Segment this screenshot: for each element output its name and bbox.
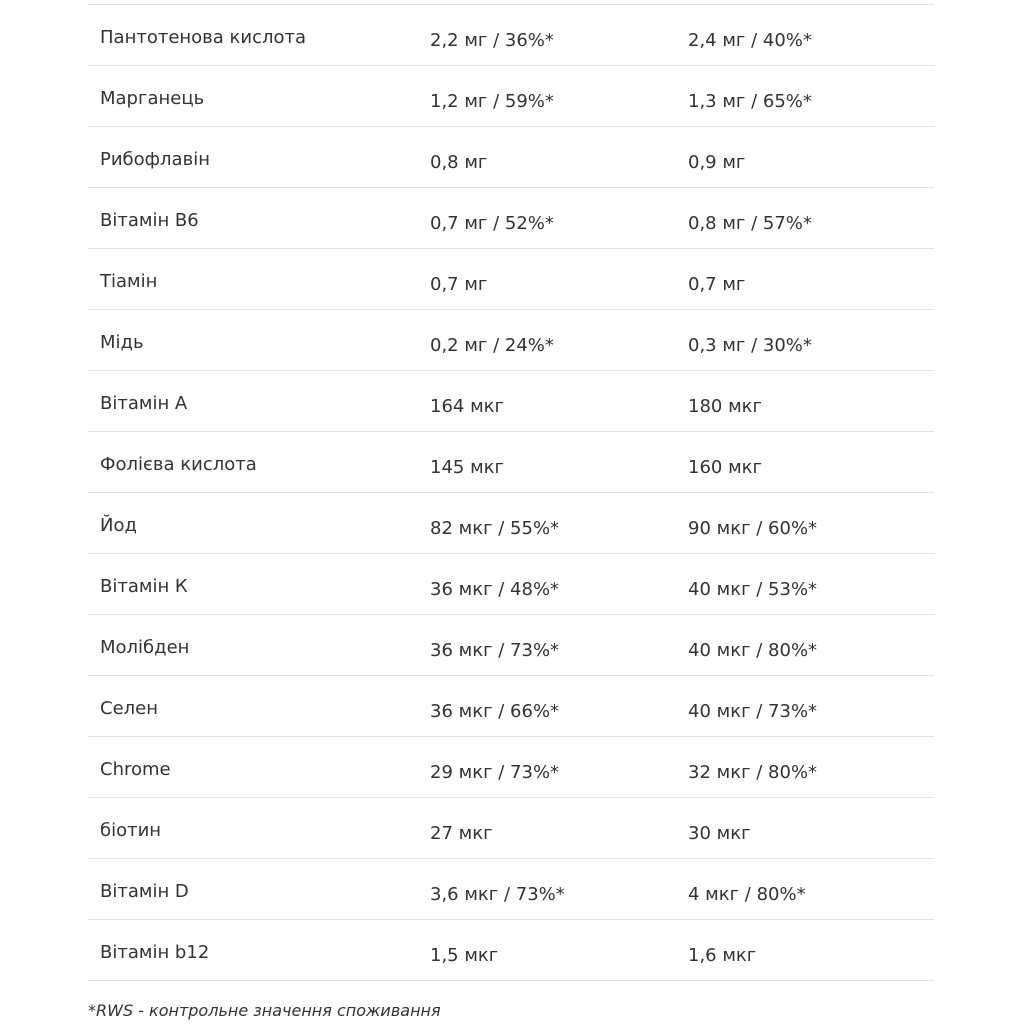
nutrient-amount-col1: 0,7 мг / 52%*	[430, 213, 554, 234]
nutrient-amount-col1: 36 мкг / 66%*	[430, 701, 560, 722]
nutrient-amount-col1: 164 мкг	[430, 396, 504, 417]
nutrient-name: Chrome	[100, 759, 171, 780]
nutrient-amount-col2: 30 мкг	[688, 823, 751, 844]
nutrient-name: Молібден	[100, 637, 190, 658]
table-row	[88, 554, 934, 615]
nutrient-amount-col2: 0,8 мг / 57%*	[688, 213, 812, 234]
nutrient-amount-col1: 145 мкг	[430, 457, 504, 478]
table-row	[88, 371, 934, 432]
nutrient-amount-col2: 180 мкг	[688, 396, 762, 417]
nutrient-amount-col2: 40 мкг / 80%*	[688, 640, 818, 661]
nutrient-amount-col1: 2,2 мг / 36%*	[430, 30, 554, 51]
nutrient-name: Тіамін	[100, 271, 158, 292]
table-row	[88, 920, 934, 981]
nutrient-amount-col2: 90 мкг / 60%*	[688, 518, 818, 539]
nutrient-amount-col1: 0,7 мг	[430, 274, 488, 295]
nutrient-amount-col1: 1,5 мкг	[430, 945, 499, 966]
table-row	[88, 127, 934, 188]
table-row	[88, 798, 934, 859]
footnote: *RWS - контрольне значення споживання	[88, 1001, 441, 1020]
nutrient-amount-col2: 40 мкг / 53%*	[688, 579, 818, 600]
table-row	[88, 5, 934, 66]
nutrient-amount-col2: 1,6 мкг	[688, 945, 757, 966]
nutrient-name: Вітамін В6	[100, 210, 199, 231]
table-row	[88, 615, 934, 676]
nutrient-amount-col2: 32 мкг / 80%*	[688, 762, 818, 783]
nutrient-amount-col2: 4 мкг / 80%*	[688, 884, 806, 905]
nutrient-name: Марганець	[100, 88, 205, 109]
nutrient-amount-col1: 3,6 мкг / 73%*	[430, 884, 565, 905]
nutrient-name: Пантотенова кислота	[100, 27, 307, 48]
table-row	[88, 859, 934, 920]
nutrient-name: Вітамін b12	[100, 942, 210, 963]
nutrient-amount-col2: 160 мкг	[688, 457, 762, 478]
table-row	[88, 432, 934, 493]
nutrient-name: Рибофлавін	[100, 149, 210, 170]
nutrient-amount-col2: 0,9 мг	[688, 152, 746, 173]
nutrient-amount-col1: 82 мкг / 55%*	[430, 518, 560, 539]
table-row	[88, 737, 934, 798]
nutrient-name: Вітамін D	[100, 881, 189, 902]
table-row	[88, 188, 934, 249]
table-row	[88, 66, 934, 127]
nutrient-amount-col2: 0,7 мг	[688, 274, 746, 295]
nutrient-amount-col1: 1,2 мг / 59%*	[430, 91, 554, 112]
table-row	[88, 493, 934, 554]
table-row	[88, 676, 934, 737]
nutrient-amount-col1: 29 мкг / 73%*	[430, 762, 560, 783]
nutrient-name: біотин	[100, 820, 162, 841]
nutrient-amount-col1: 36 мкг / 48%*	[430, 579, 560, 600]
nutrient-name: Йод	[100, 515, 137, 536]
nutrient-amount-col2: 40 мкг / 73%*	[688, 701, 818, 722]
nutrient-name: Мідь	[100, 332, 144, 353]
nutrient-name: Селен	[100, 698, 158, 719]
nutrient-amount-col2: 1,3 мг / 65%*	[688, 91, 812, 112]
table-row	[88, 310, 934, 371]
nutrient-name: Фолієва кислота	[100, 454, 257, 475]
nutrient-name: Вітамін А	[100, 393, 188, 414]
nutrient-amount-col1: 0,2 мг / 24%*	[430, 335, 554, 356]
nutrient-amount-col1: 27 мкг	[430, 823, 493, 844]
table-row	[88, 249, 934, 310]
nutrient-amount-col2: 2,4 мг / 40%*	[688, 30, 812, 51]
nutrient-amount-col1: 0,8 мг	[430, 152, 488, 173]
nutrient-name: Вітамін К	[100, 576, 188, 597]
nutrient-amount-col2: 0,3 мг / 30%*	[688, 335, 812, 356]
nutrient-amount-col1: 36 мкг / 73%*	[430, 640, 560, 661]
